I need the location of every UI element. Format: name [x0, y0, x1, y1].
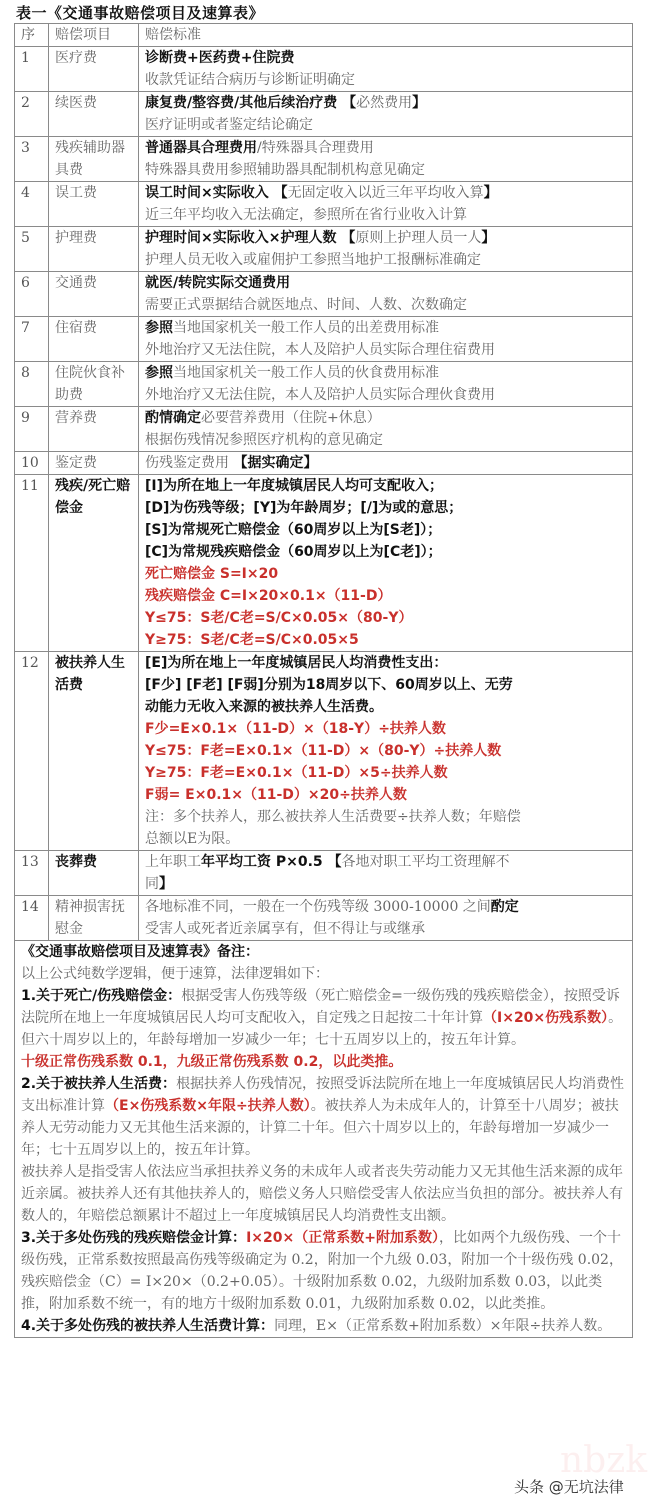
body-text: 需要正式票据结合就医地点、时间、人数、次数确定	[145, 297, 467, 313]
row-number: 11	[15, 475, 49, 652]
note-paragraph	[21, 1051, 628, 1073]
emphasis-text: 3.关于多处伤残的残疾赔偿金计算：	[21, 1230, 247, 1246]
compensation-item: 住宿费	[49, 317, 139, 362]
body-text: 注：多个扶养人，那么被扶养人生活费要÷扶养人数；年赔偿	[145, 809, 521, 825]
standard-line	[145, 497, 628, 519]
emphasis-text: [D]为伤残等级；[Y]为年龄周岁；[/]为或的意思；	[145, 500, 463, 516]
body-text: 同	[145, 876, 159, 892]
standard-line	[145, 519, 628, 541]
standard-line	[145, 92, 628, 114]
body-text: 根据扶养人伤残情况，按照受诉法院所在地上一年度城镇居民人均消费性支出标准计算	[21, 1076, 625, 1114]
compensation-item: 医疗费	[49, 47, 139, 92]
standard-line	[145, 114, 628, 136]
emphasis-text: 】	[159, 876, 173, 892]
compensation-standard	[139, 407, 633, 452]
emphasis-text: 】	[412, 95, 427, 111]
table-row	[15, 227, 633, 272]
emphasis-text: 普通器具合理费用	[145, 140, 257, 156]
table-row	[15, 137, 633, 182]
compensation-standard	[139, 47, 633, 92]
compensation-standard	[139, 896, 633, 941]
standard-line	[145, 339, 628, 361]
compensation-item: 丧葬费	[49, 851, 139, 896]
table-row	[15, 182, 633, 227]
compensation-item: 精神损害抚慰金	[49, 896, 139, 941]
standard-line	[145, 407, 628, 429]
compensation-standard	[139, 137, 633, 182]
emphasis-text: 误工时间×实际收入	[145, 185, 274, 201]
emphasis-text: [E]为所在地上一年度城镇居民人均消费性支出：	[145, 655, 448, 671]
table-row	[15, 317, 633, 362]
notes-paragraphs	[21, 985, 628, 1337]
standard-line	[145, 137, 628, 159]
body-text: 各地标准不同，一般在一个伤残等级 3000-10000 之间	[145, 899, 491, 915]
standard-line	[145, 629, 628, 651]
standard-line	[145, 272, 628, 294]
standard-line	[145, 607, 628, 629]
row-number: 10	[15, 452, 49, 475]
body-text: 根据受害人伤残等级（死亡赔偿金=一级伤残的残疾赔偿金），按照受诉法院所在地上一年度城镇居民人均可支配收入，自定残之日起按二十年计算	[21, 988, 620, 1026]
standard-line	[145, 762, 628, 784]
table-row	[15, 452, 633, 475]
formula-text: 残疾赔偿金 C=I×20×0.1×（11-D）	[145, 588, 392, 604]
body-text: 伤残鉴定费用	[145, 455, 234, 471]
standard-line	[145, 227, 628, 249]
table-title: 表一《交通事故赔偿项目及速算表》	[16, 4, 265, 22]
formula-text: I×20×（正常系数+附加系数）	[246, 1230, 439, 1246]
body-text: 特殊器具费用参照辅助器具配制机构意见确定	[145, 162, 425, 178]
note-paragraph	[21, 985, 628, 1051]
notes-cell	[15, 941, 633, 1338]
emphasis-text: 【	[342, 95, 357, 111]
table-row	[15, 407, 633, 452]
formula-text: 十级正常伤残系数 0.1，九级正常伤残系数 0.2，以此类推。	[21, 1054, 403, 1070]
standard-line	[145, 851, 628, 873]
body-text: 各地对职工平均工资理解不	[341, 854, 510, 870]
standard-line	[145, 69, 628, 91]
body-text: 当地国家机关一般工作人员的出差费用标准	[173, 320, 439, 336]
standard-line	[145, 159, 628, 181]
table-row	[15, 272, 633, 317]
emphasis-text: 参照	[145, 320, 173, 336]
compensation-item: 住院伙食补助费	[49, 362, 139, 407]
emphasis-text: [S]为常规死亡赔偿金（60周岁以上为[S老]）；	[145, 522, 442, 538]
compensation-standard	[139, 182, 633, 227]
formula-text: F少=E×0.1×（11-D）×（18-Y）÷扶养人数	[145, 721, 446, 737]
body-text: 被扶养人是指受害人依法应当承担扶养义务的未成年人或者丧失劳动能力又无其他生活来源的成年近亲属。被扶养人还有其他扶养人的，赔偿义务人只赔偿受害人依法应当负担的部分。被扶养人有数人的，年赔偿总额累计不超过上一年度城镇居民人均消费性支出额。	[21, 1164, 623, 1224]
row-number: 14	[15, 896, 49, 941]
table-row	[15, 652, 633, 851]
standard-line	[145, 718, 628, 740]
table-row	[15, 47, 633, 92]
standard-line	[145, 429, 628, 451]
body-text: 。但六十周岁以上的，年龄每增加一岁减少一年；七十五周岁以上的，按五年计算。	[21, 1010, 623, 1048]
note-paragraph	[21, 1227, 628, 1315]
emphasis-text: 参照	[145, 365, 173, 381]
emphasis-text: 【	[273, 185, 288, 201]
notes-intro: 以上公式纯数学逻辑，便于速算，法律逻辑如下：	[21, 966, 329, 982]
body-text: 外地治疗又无法住院，本人及陪护人员实际合理住宿费用	[145, 342, 495, 358]
emphasis-text: [F少] [F老] [F弱]分别为18周岁以下、60周岁以上、无劳	[145, 677, 513, 693]
notes-row	[15, 941, 633, 1338]
header-standard: 赔偿标准	[139, 24, 633, 47]
row-number: 4	[15, 182, 49, 227]
standard-line	[145, 182, 628, 204]
body-text: 受害人或死者近亲属享有，但不得让与或继承	[145, 921, 425, 937]
row-number: 12	[15, 652, 49, 851]
emphasis-text: 】	[483, 185, 498, 201]
standard-line	[145, 674, 628, 696]
compensation-standard	[139, 851, 633, 896]
emphasis-text: 4.关于多处伤残的被扶养人生活费计算：	[21, 1318, 275, 1334]
compensation-standard	[139, 317, 633, 362]
body-text: 必要营养费用（住院+休息）	[201, 410, 381, 426]
compensation-item: 残疾/死亡赔偿金	[49, 475, 139, 652]
formula-text: Y≥75：F老=E×0.1×（11-D）×5÷扶养人数	[145, 765, 448, 781]
table-row	[15, 851, 633, 896]
emphasis-text: 就医/转院实际交通费用	[145, 275, 291, 291]
standard-line	[145, 784, 628, 806]
standard-line	[145, 806, 628, 828]
standard-line	[145, 362, 628, 384]
emphasis-text: 诊断费+医药费+住院费	[145, 50, 295, 66]
compensation-standard	[139, 272, 633, 317]
table-row	[15, 92, 633, 137]
table-header-row	[15, 24, 633, 47]
standard-line	[145, 652, 628, 674]
standard-line	[145, 452, 628, 474]
compensation-item: 残疾辅助器具费	[49, 137, 139, 182]
formula-text: Y≤75：S老/C老=S/C×0.05×（80-Y）	[145, 610, 413, 626]
standard-line	[145, 896, 628, 918]
standard-line	[145, 585, 628, 607]
compensation-item: 鉴定费	[49, 452, 139, 475]
row-number: 5	[15, 227, 49, 272]
emphasis-text: 【	[341, 230, 356, 246]
body-text: 总额以E为限。	[145, 831, 240, 847]
formula-text: 死亡赔偿金 S=I×20	[145, 566, 279, 582]
row-number: 1	[15, 47, 49, 92]
standard-line	[145, 317, 628, 339]
emphasis-text: 【据实确定】	[233, 455, 318, 471]
compensation-item: 交通费	[49, 272, 139, 317]
row-number: 7	[15, 317, 49, 362]
formula-text: F弱= E×0.1×（11-D）×20÷扶养人数	[145, 787, 407, 803]
row-number: 6	[15, 272, 49, 317]
emphasis-text: 护理时间×实际收入×护理人数	[145, 230, 342, 246]
compensation-standard	[139, 92, 633, 137]
standard-line	[145, 563, 628, 585]
note-paragraph	[21, 1315, 628, 1337]
standard-line	[145, 384, 628, 406]
body-text: 原则上护理人员一人	[355, 230, 482, 246]
body-text: 护理人员无收入或雇佣护工参照当地护工报酬标准确定	[145, 252, 481, 268]
compensation-standard	[139, 227, 633, 272]
standard-line	[145, 873, 628, 895]
body-text: ，比如两个九级伤残、一个十级伤残，正常系数按照最高伤残等级确定为 0.2，附加一个九级 0.03，附加一个十级伤残 0.02，残疾赔偿金（C）= I×20×（0.2+0.05）。十级附加系数 0.02，九级附加系数 0.03，以此类推，附加系数不统一，有的地方十级附加系数 0.01，九级附加系数 0.02，以此类推。	[21, 1230, 623, 1312]
body-text: 。被扶养人为未成年人的，计算至十八周岁；被扶养人无劳动能力又无其他生活来源的，计算二十年。但六十周岁以上的，年龄每增加一岁减少一年；七十五周岁以上的，按五年计算。	[21, 1098, 619, 1158]
standard-line	[145, 918, 628, 940]
standard-line	[145, 47, 628, 69]
row-number: 3	[15, 137, 49, 182]
row-number: 8	[15, 362, 49, 407]
source-watermark: 头条 @无坑法律	[514, 1478, 624, 1496]
body-text: 无固定收入以近三年平均收入算	[287, 185, 484, 201]
formula-text: （E×伤残系数×年限÷扶养人数）	[105, 1098, 311, 1114]
compensation-standard	[139, 362, 633, 407]
notes-title: 《交通事故赔偿项目及速算表》备注：	[21, 944, 259, 960]
row-number: 9	[15, 407, 49, 452]
row-number: 13	[15, 851, 49, 896]
emphasis-text: [C]为常规残疾赔偿金（60周岁以上为[C老]）；	[145, 544, 442, 560]
compensation-standard	[139, 652, 633, 851]
body-text: 上年职工	[145, 854, 201, 870]
formula-text: Y≤75：F老=E×0.1×（11-D）×（80-Y）÷扶养人数	[145, 743, 502, 759]
emphasis-text: 年平均工资 P×0.5	[201, 854, 328, 870]
standard-line	[145, 204, 628, 226]
emphasis-text: 酌情确定	[145, 410, 201, 426]
compensation-item: 被扶养人生活费	[49, 652, 139, 851]
compensation-item: 误工费	[49, 182, 139, 227]
emphasis-text: 2.关于被扶养人生活费：	[21, 1076, 177, 1092]
emphasis-text: [I]为所在地上一年度城镇居民人均可支配收入；	[145, 478, 444, 494]
header-item: 赔偿项目	[49, 24, 139, 47]
standard-line	[145, 828, 628, 850]
emphasis-text: 康复费/整容费/其他后续治疗费	[145, 95, 343, 111]
body-text: 当地国家机关一般工作人员的伙食费用标准	[173, 365, 439, 381]
standard-line	[145, 541, 628, 563]
formula-text: （I×20×伤残系数）	[483, 1010, 609, 1026]
compensation-item: 护理费	[49, 227, 139, 272]
note-paragraph	[21, 1161, 628, 1227]
standard-line	[145, 249, 628, 271]
body-text: 根据伤残情况参照医疗机构的意见确定	[145, 432, 383, 448]
compensation-standard	[139, 452, 633, 475]
emphasis-text: 酌定	[490, 899, 519, 915]
note-paragraph	[21, 1073, 628, 1161]
emphasis-text: 【	[327, 854, 342, 870]
table-row	[15, 896, 633, 941]
body-text: 外地治疗又无法住院，本人及陪护人员实际合理伙食费用	[145, 387, 495, 403]
compensation-item: 营养费	[49, 407, 139, 452]
compensation-item: 续医费	[49, 92, 139, 137]
body-text: 同理，E×（正常系数+附加系数）×年限÷扶养人数。	[274, 1318, 612, 1334]
emphasis-text: 1.关于死亡/伤残赔偿金：	[21, 988, 182, 1004]
body-text: 近三年平均收入无法确定，参照所在省行业收入计算	[145, 207, 467, 223]
row-number: 2	[15, 92, 49, 137]
emphasis-text: 动能力无收入来源的被扶养人生活费。	[145, 699, 383, 715]
standard-line	[145, 740, 628, 762]
compensation-standard	[139, 475, 633, 652]
formula-text: Y≥75：S老/C老=S/C×0.05×5	[145, 632, 359, 648]
table-row	[15, 475, 633, 652]
emphasis-text: 】	[481, 230, 496, 246]
header-no: 序	[15, 24, 49, 47]
standard-line	[145, 475, 628, 497]
standard-line	[145, 696, 628, 718]
table-row	[15, 362, 633, 407]
compensation-table	[14, 23, 633, 1338]
body-text: 必然费用	[356, 95, 413, 111]
faint-watermark-mark: nbzk	[560, 1440, 648, 1481]
body-text: 收款凭证结合病历与诊断证明确定	[145, 72, 355, 88]
standard-line	[145, 294, 628, 316]
body-text: /特殊器具合理费用	[257, 140, 374, 156]
body-text: 医疗证明或者鉴定结论确定	[145, 117, 313, 133]
